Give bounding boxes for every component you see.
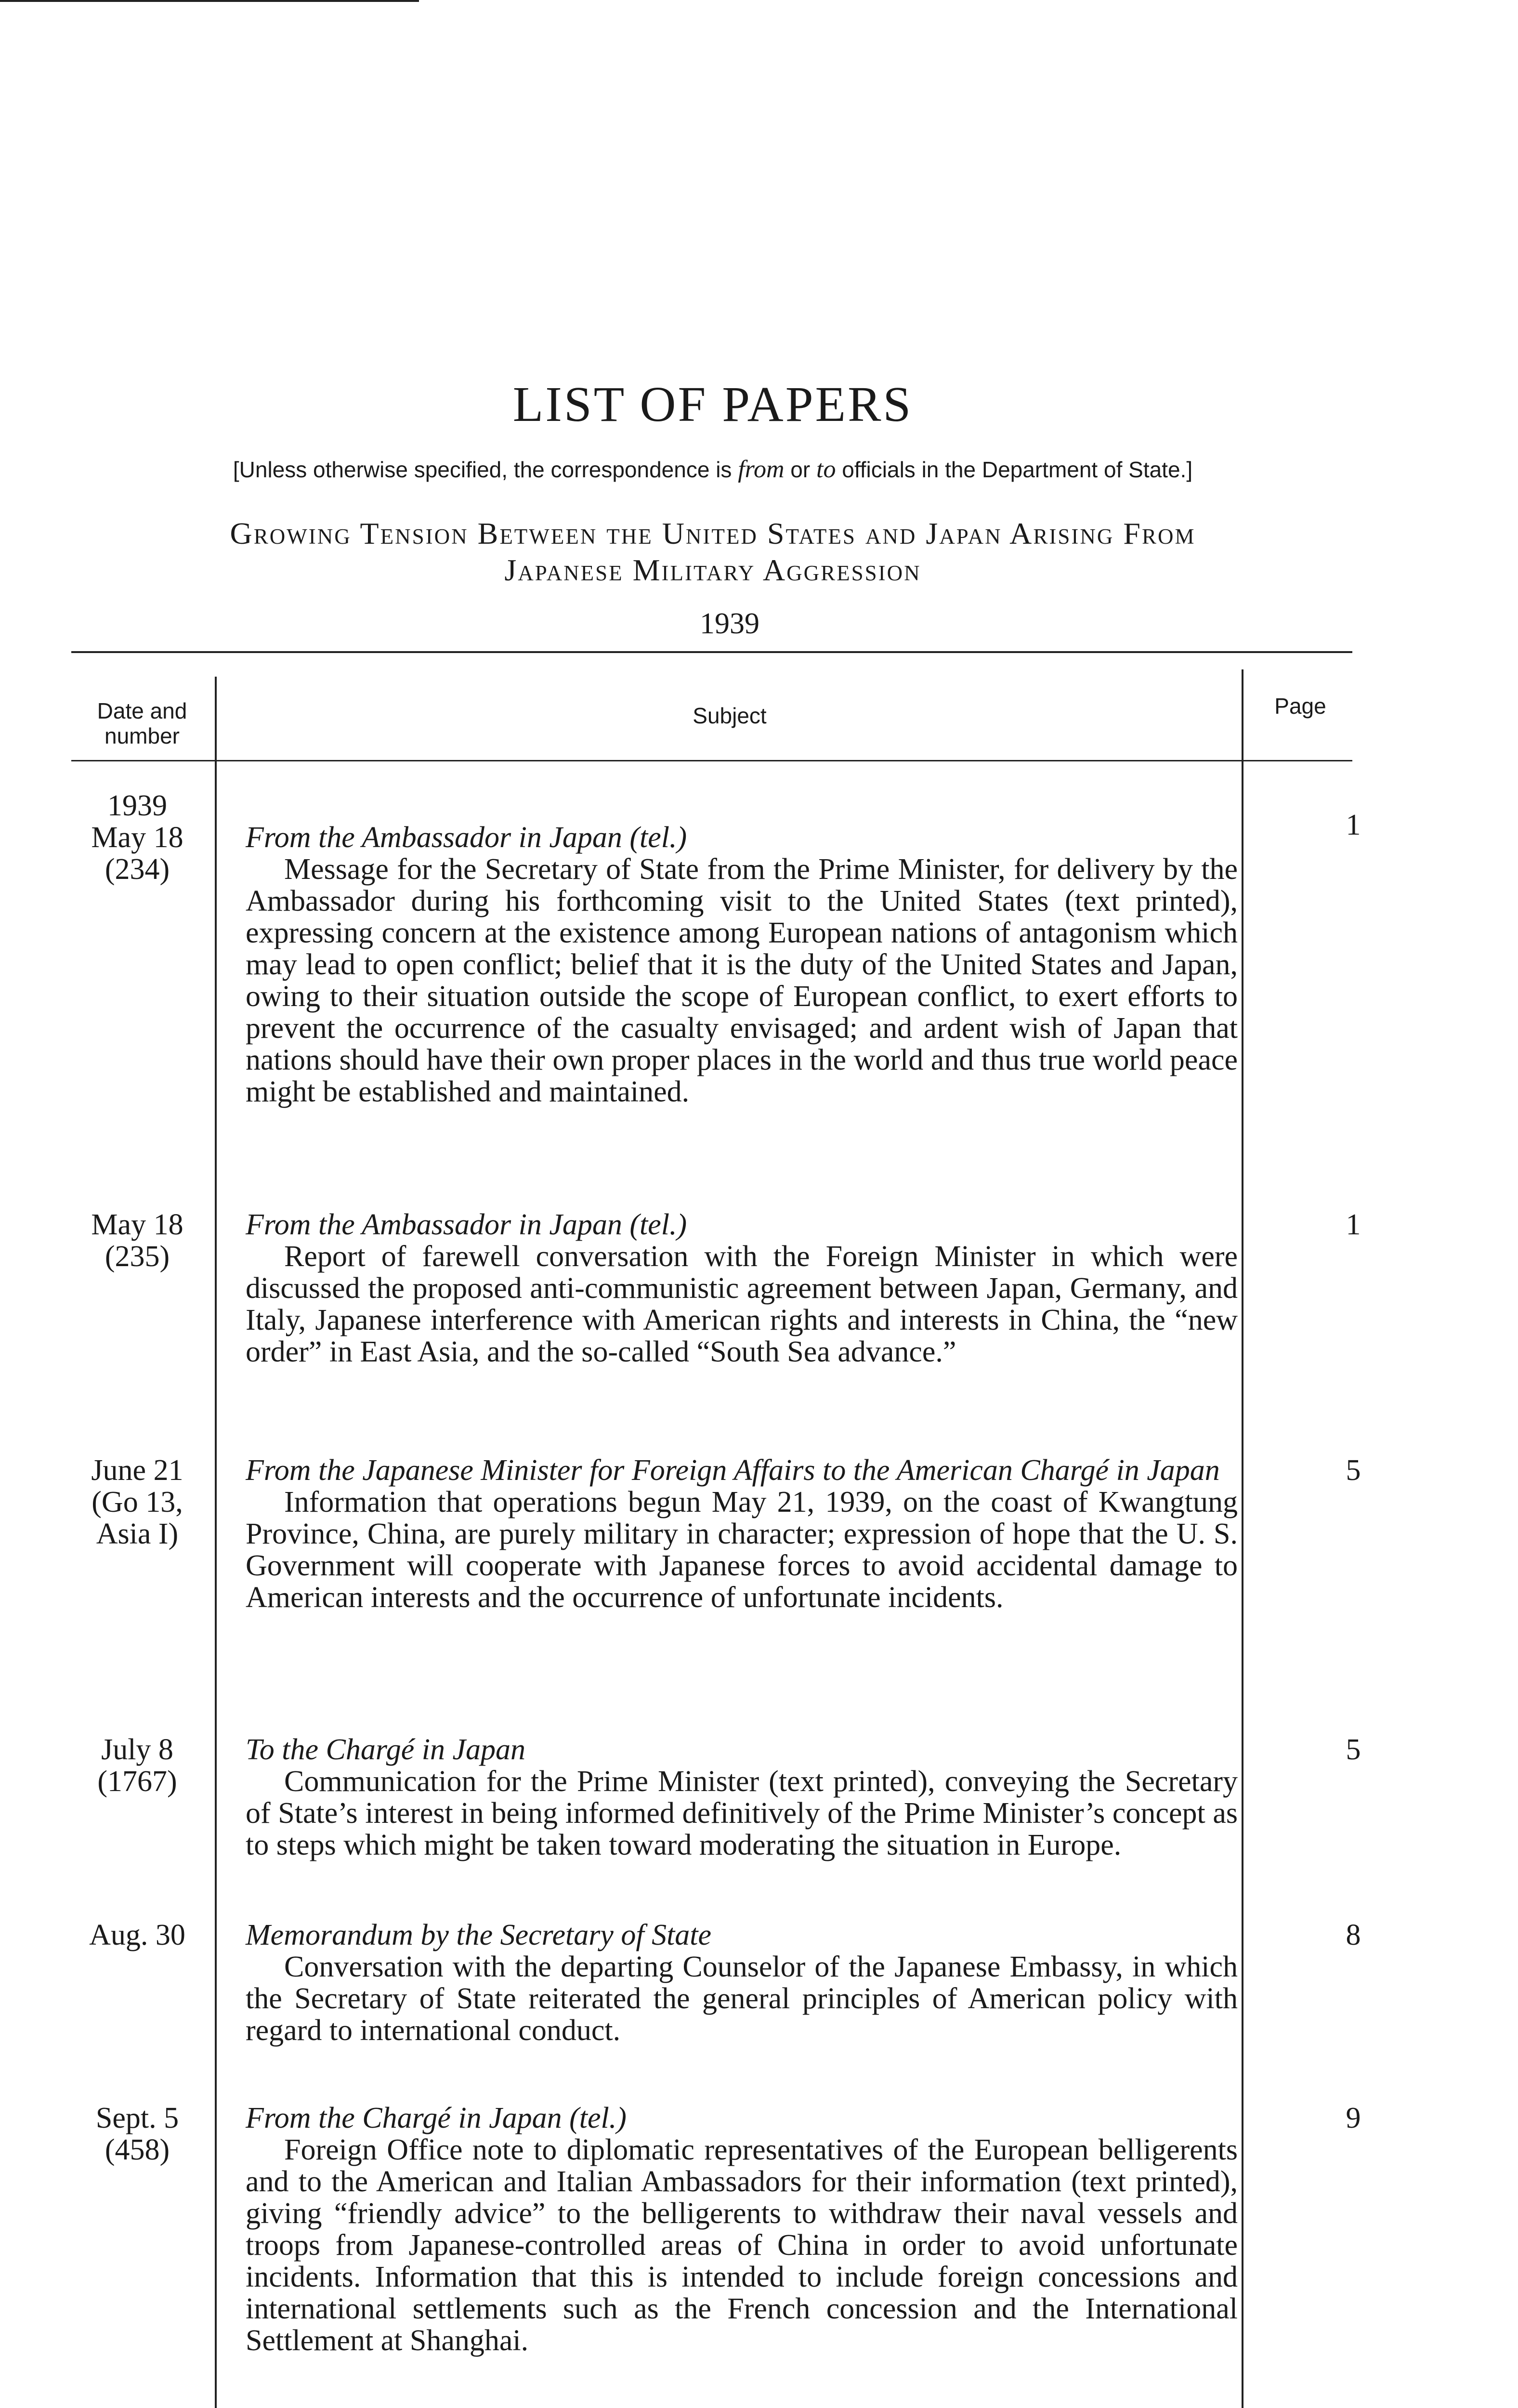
column-header-page: Page [1274, 694, 1326, 719]
entry-body: Conversation with the departing Counselor of the Japanese Embassy, in which the Secretary of State reiterated the general principles of American policy with regard to international conduct. [246, 1950, 1238, 2047]
entry-date: Sept. 5 (458) [95, 2102, 179, 2166]
entry-body: Foreign Office note to diplomatic representatives of the European belligerents and to the American and Italian Ambassadors for their information (text printed), giving “friendly advice” to the belligerents to withdraw their naval vessels and troops from Japanese-controlled areas of China in order to avoid unfortunate incidents. Information that this is intended to include foreign concessions and international settlements such as the French concession and the International Settlement at Shanghai. [246, 2133, 1238, 2357]
entry-date: 1939 May 18 (234) [91, 789, 183, 886]
entry-body: Report of farewell conversation with the Foreign Minister in which were discussed the proposed anti-communistic agreement between Japan, Germany, and Italy, Japanese interference with American rights and interests in China, the “new order” in East Asia, and the so-called “South Sea advance.” [246, 1240, 1238, 1368]
section-heading-line-1: Growing Tension Between the United States and Japan Arising From [230, 516, 1196, 550]
section-year: 1939 [700, 607, 759, 640]
column-header-subject: Subject [693, 703, 767, 728]
page-title: LIST OF PAPERS [512, 377, 913, 432]
entry-page: 8 [1346, 1919, 1361, 1951]
section-heading [72, 515, 1353, 589]
entry-source: From the Ambassador in Japan (tel.) [246, 821, 687, 854]
entry-source: From the Ambassador in Japan (tel.) [246, 1208, 687, 1241]
header-bottom-rule [71, 760, 1352, 761]
entry-subject [246, 2102, 1238, 2356]
entry-date: May 18 (235) [91, 1208, 183, 1273]
entry-page: 5 [1346, 1454, 1361, 1487]
correspondence-note: [Unless otherwise specified, the correspondence is from or to officials in the Department of State.] [233, 456, 1193, 483]
entry-body: Communication for the Prime Minister (text printed), conveying the Secretary of State’s interest in being informed definitively of the Prime Minister’s concept as to steps which might be taken toward moderating the situation in Europe. [246, 1765, 1238, 1861]
entry-source: To the Chargé in Japan [246, 1733, 525, 1766]
entry-source: Memorandum by the Secretary of State [246, 1919, 712, 1951]
entry-source: From the Chargé in Japan (tel.) [246, 2102, 627, 2134]
table-top-rule [71, 651, 1352, 653]
entry-page: 5 [1346, 1733, 1361, 1766]
entry-source: From the Japanese Minister for Foreign Affairs to the American Chargé in Japan [246, 1454, 1220, 1487]
entry-subject [246, 1209, 1238, 1368]
column-header-date: Date and number [97, 698, 187, 748]
entry-date: Aug. 30 [89, 1919, 185, 1951]
top-edge-rule [0, 0, 419, 2]
entry-subject [246, 822, 1238, 1108]
entry-subject [246, 1454, 1238, 1613]
entry-body: Message for the Secretary of State from the Prime Minister, for delivery by the Ambassador during his forthcoming visit to the United States (text printed), expressing concern at the existence among European nations of antagonism which may lead to open conflict; belief that it is the duty of the United States and Japan, owing to their situation outside the scope of European conflict, to exert efforts to prevent the occurrence of the casualty envisaged; and ardent wish of Japan that nations should have their own proper places in the world and thus true world peace might be established and maintained. [246, 853, 1238, 1108]
entry-subject [246, 1734, 1238, 1861]
entry-page: 9 [1346, 2102, 1361, 2134]
entry-page: 1 [1346, 809, 1361, 841]
entry-body: Information that operations begun May 21, 1939, on the coast of Kwangtung Province, China, are purely military in character; expression of hope that the U. S. Government will cooperate with Japanese forces to avoid accidental damage to American interests and the occurrence of unfortunate incidents. [246, 1486, 1238, 1614]
entry-subject [246, 1919, 1238, 2046]
section-heading-line-2: Japanese Military Aggression [504, 553, 921, 587]
page-column-divider [1242, 669, 1243, 2408]
entry-page: 1 [1346, 1208, 1361, 1241]
entry-date: July 8 (1767) [97, 1733, 177, 1798]
entry-date: June 21 (Go 13, Asia I) [91, 1454, 183, 1550]
